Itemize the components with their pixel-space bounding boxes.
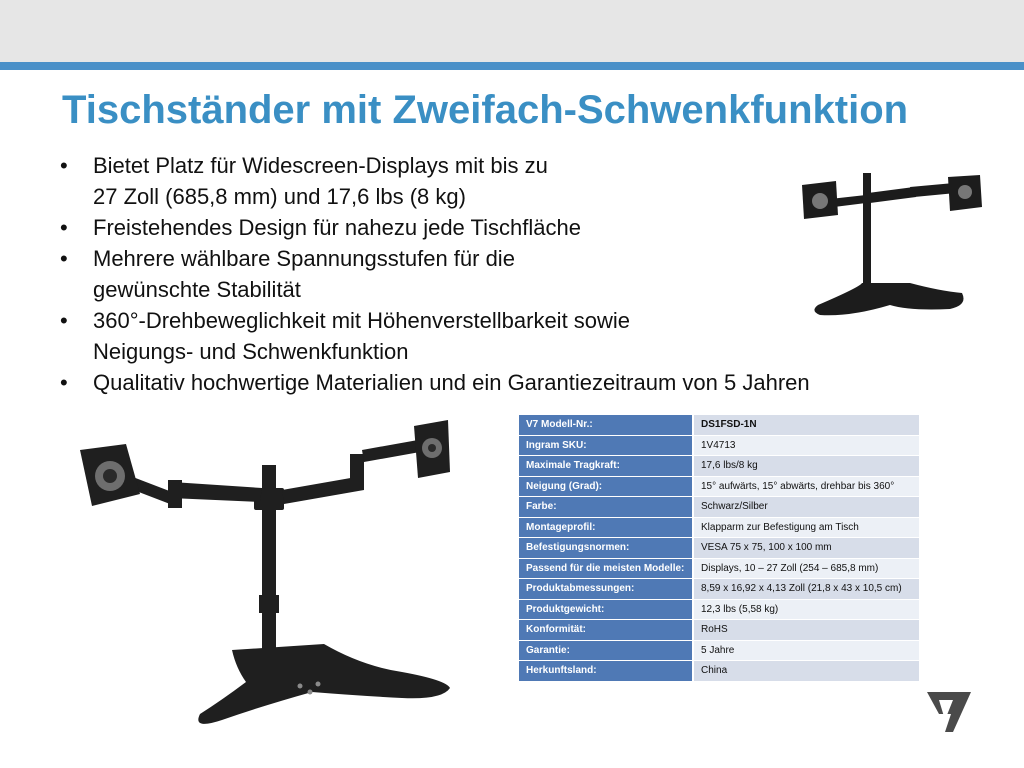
spec-row [519,600,919,621]
feature-item [60,367,950,398]
product-image-small [790,165,990,330]
spec-value: 17,6 lbs/8 kg [694,456,919,477]
spec-value: VESA 75 x 75, 100 x 100 mm [694,538,919,559]
v7-logo-icon [925,688,973,736]
spec-row [519,436,919,457]
spec-table [519,415,919,682]
spec-row [519,477,919,498]
spec-label: Konformität: [519,620,694,641]
spec-row [519,620,919,641]
accent-rule [0,62,1024,70]
feature-text: Qualitativ hochwertige Materialien und ein Garantiezeitraum von 5 Jahren [93,370,810,395]
bullet-icon: • [60,308,68,333]
spec-value: 8,59 x 16,92 x 4,13 Zoll (21,8 x 43 x 10,5 cm) [694,579,919,600]
spec-label: V7 Modell-Nr.: [519,415,694,436]
spec-row [519,518,919,539]
spec-label: Neigung (Grad): [519,477,694,498]
spec-row [519,559,919,580]
top-band [0,0,1024,62]
bullet-icon: • [60,153,68,178]
bullet-icon: • [60,370,68,395]
spec-label: Herkunftsland: [519,661,694,682]
spec-value: 5 Jahre [694,641,919,662]
spec-label: Produktabmessungen: [519,579,694,600]
spec-label: Ingram SKU: [519,436,694,457]
slide-title: Tischständer mit Zweifach-Schwenkfunktion [62,88,909,132]
spec-row [519,661,919,682]
spec-value: 15° aufwärts, 15° abwärts, drehbar bis 360° [694,477,919,498]
spec-value: RoHS [694,620,919,641]
spec-value: 1V4713 [694,436,919,457]
spec-value: China [694,661,919,682]
spec-row [519,538,919,559]
spec-row [519,415,919,436]
spec-label: Garantie: [519,641,694,662]
bullet-icon: • [60,215,68,240]
spec-value: Schwarz/Silber [694,497,919,518]
spec-value: Klapparm zur Befestigung am Tisch [694,518,919,539]
feature-text-continued: 27 Zoll (685,8 mm) und 17,6 lbs (8 kg) [93,184,466,209]
spec-value: Displays, 10 – 27 Zoll (254 – 685,8 mm) [694,559,919,580]
feature-text: Mehrere wählbare Spannungsstufen für die [93,246,515,271]
spec-row [519,497,919,518]
spec-value: 12,3 lbs (5,58 kg) [694,600,919,621]
spec-label: Befestigungsnormen: [519,538,694,559]
feature-text: Bietet Platz für Widescreen-Displays mit bis zu [93,153,548,178]
bullet-icon: • [60,246,68,271]
feature-text: 360°-Drehbeweglichkeit mit Höhenverstellbarkeit sowie [93,308,631,333]
product-image-large [62,410,472,740]
spec-row [519,456,919,477]
feature-text: Freistehendes Design für nahezu jede Tischfläche [93,215,581,240]
spec-label: Montageprofil: [519,518,694,539]
spec-label: Produktgewicht: [519,600,694,621]
spec-value: DS1FSD-1N [694,415,919,436]
spec-row [519,641,919,662]
spec-label: Passend für die meisten Modelle: [519,559,694,580]
spec-label: Farbe: [519,497,694,518]
feature-text-continued: Neigungs- und Schwenkfunktion [93,339,409,364]
spec-row [519,579,919,600]
feature-text-continued: gewünschte Stabilität [93,277,301,302]
spec-label: Maximale Tragkraft: [519,456,694,477]
